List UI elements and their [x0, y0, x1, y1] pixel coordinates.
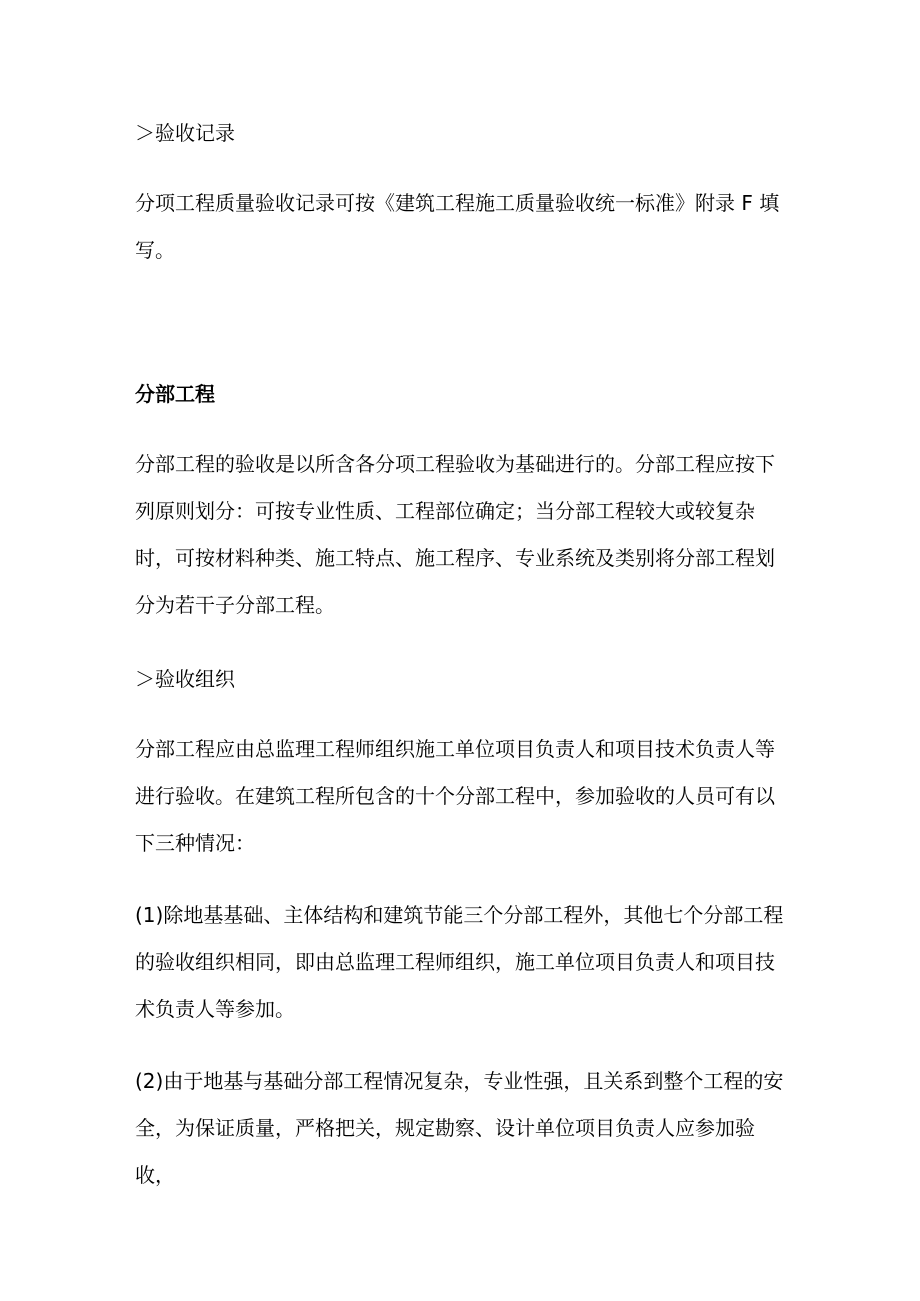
- section-marker-acceptance-record: ＞验收记录: [135, 121, 235, 145]
- section-heading-sub-project: 分部工程: [135, 382, 215, 406]
- section-marker-acceptance-organization: ＞验收组织: [135, 667, 235, 691]
- paragraph-division-principle: 分部工程的验收是以所含各分项工程验收为基础进行的。分部工程应按下列原则划分：可按专业性质、工程部位确定；当分部工程较大或较复杂时，可按材料种类、施工特点、施工程序、专业系统及类别将分部工程划分为若干子分部工程。: [135, 452, 775, 617]
- paragraph-record-method: 分项工程质量验收记录可按《建筑工程施工质量验收统一标准》附录 F 填写。: [135, 191, 780, 262]
- paragraph-acceptance-organization: 分部工程应由总监理工程师组织施工单位项目负责人和项目技术负责人等进行验收。在建筑工程所包含的十个分部工程中，参加验收的人员可有以下三种情况：: [135, 737, 775, 855]
- paragraph-case-2: (2)由于地基与基础分部工程情况复杂，专业性强，且关系到整个工程的安全，为保证质量，严格把关，规定勘察、设计单位项目负责人应参加验收，: [135, 1069, 784, 1187]
- paragraph-case-1: (1)除地基基础、主体结构和建筑节能三个分部工程外，其他七个分部工程的验收组织相同，即由总监理工程师组织，施工单位项目负责人和项目技术负责人等参加。: [135, 903, 784, 1021]
